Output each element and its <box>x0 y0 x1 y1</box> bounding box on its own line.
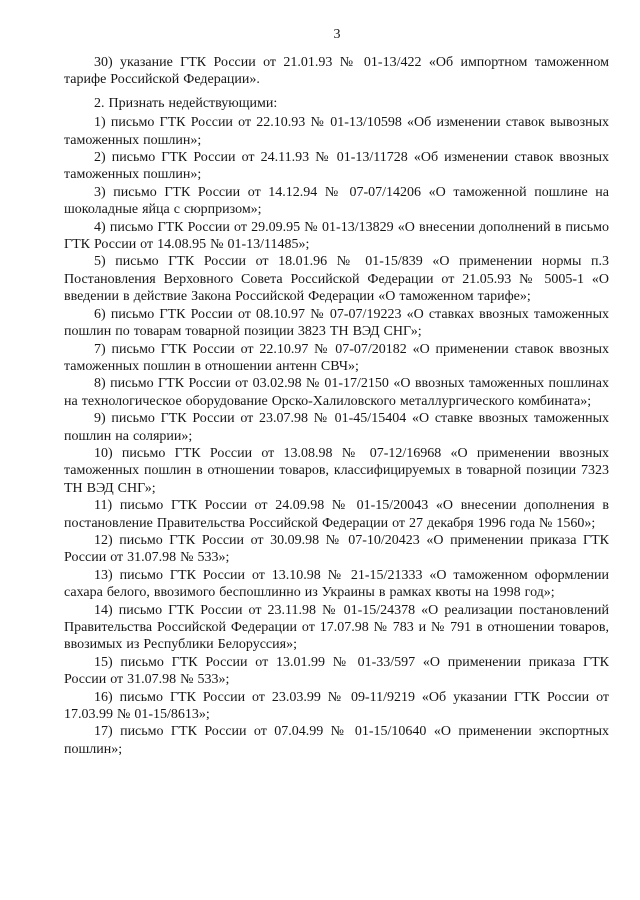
paragraph-item-13: 13) письмо ГТК России от 13.10.98 № 21-15/21333 «О таможенном оформлении сахара белого, ввозимого беспошлинно из Украины в рамках квоты на 1998 год»; <box>64 567 609 601</box>
paragraph-item-2: 2) письмо ГТК России от 24.11.93 № 01-13/11728 «Об изменении ставок ввозных таможенных пошлин»; <box>64 150 609 183</box>
paragraph-item-1: 1) письмо ГТК России от 22.10.93 № 01-13/10598 «Об изменении ставок вывозных таможенных пошлин»; <box>64 115 609 148</box>
paragraph-item-6: 6) письмо ГТК России от 08.10.97 № 07-07/19223 «О ставках ввозных таможенных пошлин по товарам товарной позиции 3823 ТН ВЭД СНГ»; <box>64 306 609 340</box>
paragraph-item-30: 30) указание ГТК России от 21.01.93 № 01-13/422 «Об импортном таможенном тарифе Российской Федерации». <box>64 55 609 88</box>
paragraph-item-10: 10) письмо ГТК России от 13.08.98 № 07-12/16968 «О применении ввозных таможенных пошлин в отношении товаров, классифицируемых в товарной позиции 7323 ТН ВЭД СНГ»; <box>64 445 609 496</box>
paragraph-item-12: 12) письмо ГТК России от 30.09.98 № 07-10/20423 «О применении приказа ГТК России от 31.07.98 № 533»; <box>64 532 609 566</box>
paragraph-section-2: 2. Признать недействующими: <box>94 95 278 111</box>
paragraph-item-11: 11) письмо ГТК России от 24.09.98 № 01-15/20043 «О внесении дополнения в постановление Правительства Российской Федерации от 27 декабря 1996 года № 1560»; <box>64 498 609 531</box>
paragraph-item-8: 8) письмо ГТК России от 03.02.98 № 01-17/2150 «О ввозных таможенных пошлинах на технологическое оборудование Орско-Халиловского металлургического комбината»; <box>64 376 609 409</box>
paragraph-item-15: 15) письмо ГТК России от 13.01.99 № 01-33/597 «О применении приказа ГТК России от 31.07.98 № 533»; <box>64 654 609 688</box>
paragraph-item-7: 7) письмо ГТК России от 22.10.97 № 07-07/20182 «О применении ставок ввозных таможенных пошлин в отношении антенн СВЧ»; <box>64 341 609 374</box>
paragraph-item-9: 9) письмо ГТК России от 23.07.98 № 01-45/15404 «О ставке ввозных таможенных пошлин на солярии»; <box>64 411 609 444</box>
paragraph-item-14: 14) письмо ГТК России от 23.11.98 № 01-15/24378 «О реализации постановлений Правительства Российской Федерации от 17.07.98 № 783 и № 791 в отношении товаров, ввозимых из Республики Белоруссия»; <box>64 602 609 653</box>
page-number: 3 <box>333 27 341 42</box>
paragraph-item-3: 3) письмо ГТК России от 14.12.94 № 07-07/14206 «О таможенной пошлине на шоколадные яйца с сюрпризом»; <box>64 184 609 218</box>
paragraph-item-17: 17) письмо ГТК России от 07.04.99 № 01-15/10640 «О применении экспортных пошлин»; <box>64 724 609 757</box>
document-body <box>64 54 609 758</box>
paragraph-item-5: 5) письмо ГТК России от 18.01.96 № 01-15/839 «О применении нормы п.3 Постановления Верховного Совета Российской Федерации от 21.05.93 № 5005-1 «О введении в действие Закона Российской Федерации «О таможенном тарифе»; <box>64 254 609 305</box>
paragraph-item-4: 4) письмо ГТК России от 29.09.95 № 01-13/13829 «О внесении дополнений в письмо ГТК России от 14.08.95 № 01-13/11485»; <box>64 219 609 253</box>
paragraph-item-16: 16) письмо ГТК России от 23.03.99 № 09-11/9219 «Об указании ГТК России от 17.03.99 № 01-15/8613»; <box>64 689 609 723</box>
